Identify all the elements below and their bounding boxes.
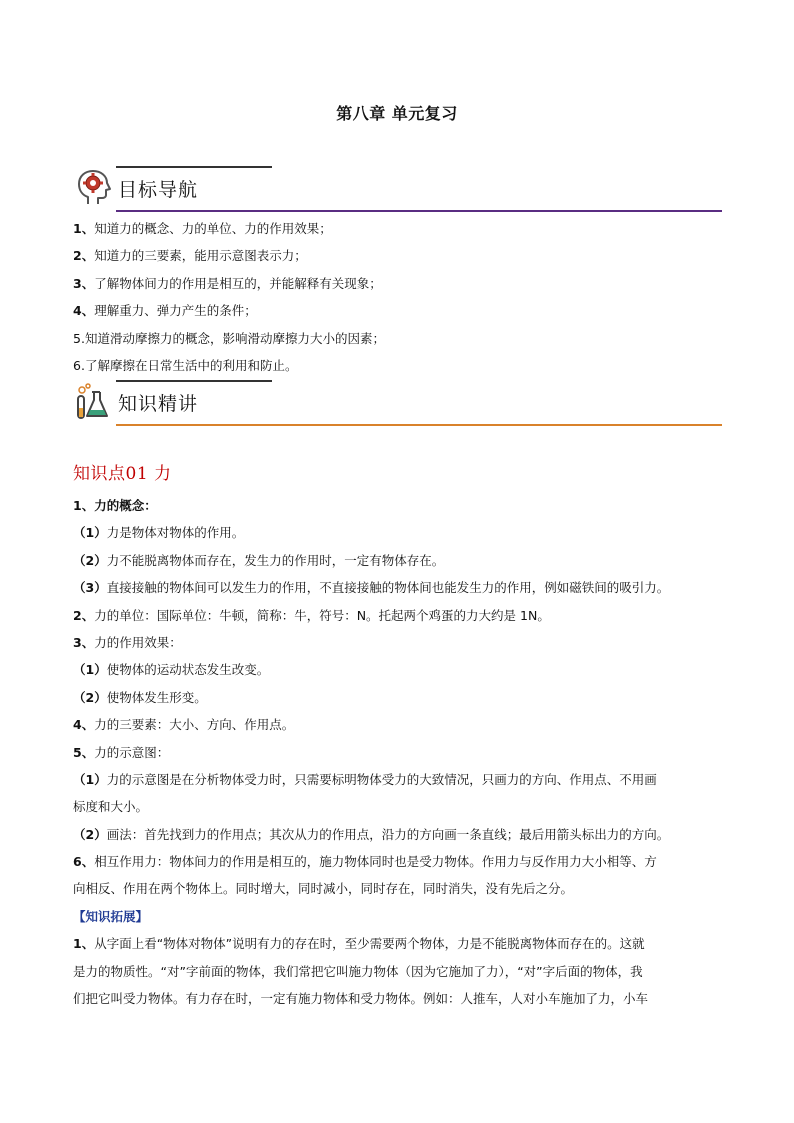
goal-item: 6.了解摩擦在日常生活中的利用和防止。 bbox=[73, 357, 298, 373]
text-line: 1、力的概念： bbox=[73, 498, 157, 513]
goal-section-rule bbox=[116, 210, 722, 212]
text-line: 5、力的示意图： bbox=[73, 744, 170, 760]
knowledge-body bbox=[73, 492, 723, 1012]
goal-item: 1、知道力的概念、力的单位、力的作用效果； bbox=[73, 221, 332, 236]
text-line: 标度和大小。 bbox=[73, 799, 149, 815]
goal-item: 5.知道滑动摩擦力的概念，影响滑动摩擦力大小的因素； bbox=[73, 330, 385, 346]
goal-item: 4、理解重力、弹力产生的条件； bbox=[73, 303, 257, 319]
text-line: 们把它叫受力物体。有力存在时，一定有施力物体和受力物体。例如：人推车，人对小车施加了力，小车 bbox=[73, 991, 649, 1007]
page-title: 第八章 单元复习 bbox=[336, 104, 458, 123]
goal-section-heading: 目标导航 bbox=[118, 179, 199, 201]
text-line: 4、力的三要素：大小、方向、作用点。 bbox=[73, 717, 295, 733]
flask-icon bbox=[74, 382, 114, 422]
text-line: （2）力不能脱离物体而存在，发生力的作用时，一定有物体存在。 bbox=[73, 552, 445, 568]
text-line: （2）使物体发生形变。 bbox=[73, 689, 207, 705]
text-line: （3）直接接触的物体间可以发生力的作用，不直接接触的物体间也能发生力的作用，例如磁铁间的吸引力。 bbox=[73, 580, 670, 596]
goal-item: 2、知道力的三要素，能用示意图表示力； bbox=[73, 248, 307, 264]
extension-tag: 【知识拓展】 bbox=[73, 908, 149, 924]
knowledge-section-heading: 知识精讲 bbox=[118, 393, 199, 415]
head-gear-icon bbox=[74, 168, 114, 208]
text-line: （1）使物体的运动状态发生改变。 bbox=[73, 662, 270, 678]
text-line: （1）力的示意图是在分析物体受力时，只需要标明物体受力的大致情况，只画力的方向、作用点、不用画 bbox=[73, 771, 657, 787]
goal-item: 3、了解物体间力的作用是相互的，并能解释有关现象； bbox=[73, 275, 382, 291]
text-line: 1、从字面上看“物体对物体”说明有力的存在时，至少需要两个物体，力是不能脱离物体而存在的。这就 bbox=[73, 936, 645, 952]
knowledge-section-rule bbox=[116, 424, 722, 426]
text-line: 向相反、作用在两个物体上。同时增大，同时减小，同时存在，同时消失，没有先后之分。 bbox=[73, 881, 574, 897]
header-top-line bbox=[116, 166, 272, 168]
goal-list bbox=[73, 215, 723, 379]
text-line: 是力的物质性。“对”字前面的物体，我们常把它叫施力物体（因为它施加了力），“对”字后面的物体，我 bbox=[73, 963, 643, 979]
text-line: 6、相互作用力：物体间力的作用是相互的，施力物体同时也是受力物体。作用力与反作用力大小相等、方 bbox=[73, 854, 657, 870]
goal-section-header bbox=[72, 166, 722, 212]
header-top-line bbox=[116, 380, 272, 382]
text-line: （2）画法：首先找到力的作用点；其次从力的作用点，沿力的方向画一条直线；最后用箭头标出力的方向。 bbox=[73, 826, 670, 842]
text-line: 2、力的单位：国际单位：牛顿，简称：牛，符号：N。托起两个鸡蛋的力大约是 1N。 bbox=[73, 607, 550, 623]
knowledge-point-title: 知识点01 力 bbox=[73, 464, 172, 484]
knowledge-section-header bbox=[72, 380, 722, 426]
text-line: （1）力是物体对物体的作用。 bbox=[73, 525, 245, 541]
text-line: 3、力的作用效果： bbox=[73, 634, 182, 650]
